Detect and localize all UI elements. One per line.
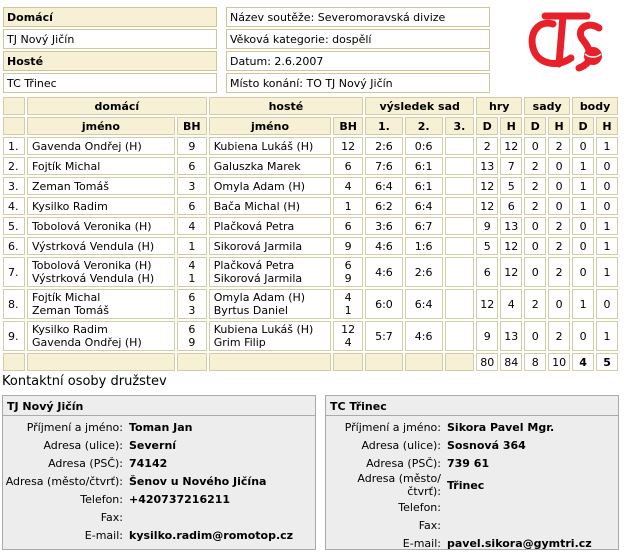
contact-value: Třinec <box>447 478 485 492</box>
guest-player <box>209 237 331 255</box>
guest-player <box>209 157 331 175</box>
col-games-d: D <box>476 117 498 135</box>
contact-label: Adresa (ulice): <box>43 438 123 452</box>
set-2-score: 6:1 <box>405 177 443 195</box>
games-h: 4 <box>500 289 522 319</box>
home-contact-row <box>3 472 313 490</box>
row-number: 2. <box>3 157 25 175</box>
row-number: 3. <box>3 177 25 195</box>
set-1-score: 3:6 <box>365 217 403 235</box>
guest-contact-row <box>326 498 616 516</box>
set-2-score: 0:6 <box>405 137 443 155</box>
home-bh <box>177 257 207 287</box>
group-sets: sady <box>524 97 570 115</box>
contact-label: Adresa (ulice): <box>361 438 441 452</box>
guest-player <box>209 137 331 155</box>
group-guests: hosté <box>209 97 363 115</box>
home-player <box>27 177 175 195</box>
guest-player-line: Sikorová Jarmila <box>213 239 303 253</box>
guest-contact-row <box>326 436 616 454</box>
result-row <box>3 177 618 195</box>
row-number: 8. <box>3 289 25 319</box>
home-player-line: Kysilko Radim <box>31 199 108 213</box>
guest-player-line: Plačková Petra <box>213 219 295 233</box>
set-3-score <box>445 237 475 255</box>
guest-player-line: Kubiena Lukáš (H) <box>213 323 314 336</box>
games-h: 7 <box>500 157 522 175</box>
group-sets-result: výsledek sad <box>365 97 474 115</box>
home-bh <box>177 137 207 155</box>
contact-label: Telefon: <box>80 492 123 506</box>
row-number: 4. <box>3 197 25 215</box>
guest-bh-line: 1 <box>344 304 352 317</box>
guest-bh-line: 4 <box>344 179 352 193</box>
games-h: 12 <box>500 257 522 287</box>
sets-d: 0 <box>524 237 546 255</box>
set-1-score: 7:6 <box>365 157 403 175</box>
contact-value[interactable]: pavel.sikora@gymtri.cz <box>447 536 592 550</box>
games-d: 12 <box>476 289 498 319</box>
group-points: body <box>572 97 618 115</box>
points-d: 0 <box>572 321 594 351</box>
contact-label: E-mail: <box>402 536 441 550</box>
guest-contact-row <box>326 418 616 436</box>
home-player <box>27 289 175 319</box>
set-1-score: 6:4 <box>365 177 403 195</box>
row-number: 6. <box>3 237 25 255</box>
set-3-score <box>445 321 475 351</box>
guest-player <box>209 177 331 195</box>
guest-bh-line: 12 <box>341 139 356 153</box>
col-set-3: 3. <box>445 117 475 135</box>
guest-bh <box>333 137 363 155</box>
points-h: 0 <box>596 177 618 195</box>
home-bh-line: 6 <box>188 323 196 336</box>
col-guest-name: jméno <box>209 117 331 135</box>
points-h: 1 <box>596 321 618 351</box>
home-bh-line: 1 <box>188 239 196 253</box>
guest-contact-row <box>326 472 616 498</box>
contact-value <box>443 516 616 534</box>
guest-bh-line: 6 <box>344 259 352 272</box>
home-bh <box>177 197 207 215</box>
set-2-score: 6:4 <box>405 197 443 215</box>
guest-player-line: Omyla Adam (H) <box>213 179 306 193</box>
contacts-title: Kontaktní osoby družstev <box>2 374 167 389</box>
sets-d: 2 <box>524 177 546 195</box>
sets-d: 2 <box>524 157 546 175</box>
home-player <box>27 197 175 215</box>
result-row <box>3 321 618 351</box>
match-date: Datum: 2.6.2007 <box>226 51 490 71</box>
points-d: 1 <box>572 157 594 175</box>
guest-bh-line: 6 <box>344 219 352 233</box>
total-sets-h: 10 <box>548 353 570 371</box>
guest-bh-line: 6 <box>344 159 352 173</box>
guest-player <box>209 257 331 287</box>
home-contact-row <box>3 526 313 544</box>
col-guest-bh: BH <box>333 117 363 135</box>
guest-player-line: Grim Filip <box>213 336 266 349</box>
home-bh-line: 4 <box>188 219 196 233</box>
points-d: 0 <box>572 257 594 287</box>
contact-label: Telefon: <box>398 500 441 514</box>
guest-bh <box>333 257 363 287</box>
home-contact-box <box>2 395 316 550</box>
contact-label: Příjmení a jméno: <box>344 420 441 434</box>
contact-value <box>443 498 616 516</box>
set-1-score: 4:6 <box>365 257 403 287</box>
home-player-line: Fojtík Michal <box>31 159 101 173</box>
points-d: 0 <box>572 217 594 235</box>
guest-player-line: Galuszka Marek <box>213 159 301 173</box>
contact-label: Fax: <box>100 510 123 524</box>
guest-bh-line: 4 <box>344 291 352 304</box>
sets-h: 0 <box>548 289 570 319</box>
home-team: TJ Nový Jičín <box>3 29 217 49</box>
home-bh <box>177 321 207 351</box>
guest-team: TC Třinec <box>3 73 217 93</box>
points-d: 1 <box>572 289 594 319</box>
guest-contact-row <box>326 516 616 534</box>
sets-h: 2 <box>548 321 570 351</box>
contact-value: Toman Jan <box>129 420 193 434</box>
contact-label: Příjmení a jméno: <box>26 420 123 434</box>
guest-contact-row <box>326 534 616 552</box>
home-contact-table <box>3 418 313 544</box>
home-player <box>27 217 175 235</box>
guest-bh <box>333 217 363 235</box>
home-bh-line: 6 <box>188 159 196 173</box>
contact-label: Adresa (PSČ): <box>48 456 123 470</box>
home-bh <box>177 289 207 319</box>
guest-bh-line: 4 <box>344 336 352 349</box>
points-h: 0 <box>596 157 618 175</box>
sets-d: 0 <box>524 217 546 235</box>
points-h: 0 <box>596 197 618 215</box>
home-player <box>27 137 175 155</box>
total-games-d: 80 <box>476 353 498 371</box>
points-h: 1 <box>596 217 618 235</box>
set-3-score <box>445 197 475 215</box>
contact-label: Fax: <box>418 518 441 532</box>
home-bh-line: 4 <box>188 259 196 272</box>
contact-value: 739 61 <box>447 456 490 470</box>
games-h: 5 <box>500 177 522 195</box>
guest-player <box>209 289 331 319</box>
col-home-name: jméno <box>27 117 175 135</box>
home-bh-line: 1 <box>188 272 196 285</box>
games-d: 12 <box>476 177 498 195</box>
set-3-score <box>445 157 475 175</box>
games-d: 6 <box>476 257 498 287</box>
totals-row <box>3 353 618 371</box>
home-player-line: Tobolová Veronika (H) <box>31 219 152 233</box>
home-contact-row <box>3 508 313 526</box>
set-3-score <box>445 137 475 155</box>
games-h: 13 <box>500 321 522 351</box>
points-h: 0 <box>596 289 618 319</box>
guest-player-line: Omyla Adam (H) <box>213 291 306 304</box>
contact-value: 74142 <box>129 456 168 470</box>
games-d: 2 <box>476 137 498 155</box>
games-d: 9 <box>476 217 498 235</box>
contact-value: Severní <box>129 438 177 452</box>
group-games: hry <box>476 97 522 115</box>
home-player <box>27 321 175 351</box>
games-d: 13 <box>476 157 498 175</box>
contact-label: Adresa (město/čtvrť): <box>357 472 441 498</box>
set-1-score: 4:6 <box>365 237 403 255</box>
contact-value: Sosnová 364 <box>447 438 526 452</box>
points-h: 1 <box>596 137 618 155</box>
home-bh-line: 9 <box>188 336 196 349</box>
home-player-line: Zeman Tomáš <box>31 304 109 317</box>
result-row <box>3 137 618 155</box>
set-3-score <box>445 217 475 235</box>
home-bh <box>177 157 207 175</box>
guest-bh <box>333 321 363 351</box>
sets-d: 2 <box>524 197 546 215</box>
sets-d: 0 <box>524 137 546 155</box>
guest-bh-line: 12 <box>341 323 356 336</box>
set-3-score <box>445 289 475 319</box>
home-bh-line: 3 <box>188 304 196 317</box>
row-number: 5. <box>3 217 25 235</box>
contact-value[interactable]: kysilko.radim@romotop.cz <box>129 528 294 542</box>
result-row <box>3 157 618 175</box>
home-contact-row <box>3 436 313 454</box>
row-number: 9. <box>3 321 25 351</box>
home-bh <box>177 237 207 255</box>
guest-player-line: Bača Michal (H) <box>213 199 301 213</box>
guest-bh <box>333 237 363 255</box>
set-3-score <box>445 177 475 195</box>
home-player-line: Gavenda Ondřej (H) <box>31 139 142 153</box>
contact-value: Sikora Pavel Mgr. <box>447 420 555 434</box>
contact-label: Adresa (PSČ): <box>366 456 441 470</box>
set-1-score: 2:6 <box>365 137 403 155</box>
cts-logo <box>523 6 609 84</box>
home-bh-line: 6 <box>188 291 196 304</box>
home-bh <box>177 177 207 195</box>
home-player-line: Fojtík Michal <box>31 291 101 304</box>
guest-bh-line: 9 <box>344 272 352 285</box>
games-h: 12 <box>500 237 522 255</box>
sets-d: 0 <box>524 257 546 287</box>
home-player-line: Tobolová Veronika (H) <box>31 259 152 272</box>
row-number: 7. <box>3 257 25 287</box>
home-contact-row <box>3 454 313 472</box>
contact-value: +420737216211 <box>129 492 231 506</box>
points-d: 1 <box>572 197 594 215</box>
home-player-line: Výstrková Vendula (H) <box>31 239 155 253</box>
points-d: 0 <box>572 137 594 155</box>
sets-h: 2 <box>548 217 570 235</box>
col-points-h: H <box>596 117 618 135</box>
guest-player <box>209 197 331 215</box>
points-d: 1 <box>572 177 594 195</box>
results-table <box>1 95 620 373</box>
guest-bh <box>333 157 363 175</box>
group-home: domácí <box>27 97 207 115</box>
games-h: 13 <box>500 217 522 235</box>
points-h: 1 <box>596 257 618 287</box>
guest-player-line: Sikorová Jarmila <box>213 272 303 285</box>
guest-bh-line: 1 <box>344 199 352 213</box>
col-set-1: 1. <box>365 117 403 135</box>
home-bh-line: 6 <box>188 199 196 213</box>
set-1-score: 5:7 <box>365 321 403 351</box>
guest-bh <box>333 289 363 319</box>
home-bh-line: 3 <box>188 179 196 193</box>
sets-h: 0 <box>548 157 570 175</box>
set-1-score: 6:2 <box>365 197 403 215</box>
home-contact-team: TJ Nový Jičín <box>3 396 315 416</box>
result-row <box>3 257 618 287</box>
set-2-score: 6:4 <box>405 289 443 319</box>
guest-player <box>209 217 331 235</box>
guest-contact-team: TC Třinec <box>326 396 618 416</box>
total-games-h: 84 <box>500 353 522 371</box>
contact-label: E-mail: <box>84 528 123 542</box>
sets-h: 2 <box>548 237 570 255</box>
home-player-line: Kysilko Radim <box>31 323 108 336</box>
col-home-bh: BH <box>177 117 207 135</box>
guest-bh <box>333 177 363 195</box>
age-category: Věková kategorie: dospělí <box>226 29 490 49</box>
guest-contact-row <box>326 454 616 472</box>
home-contact-row <box>3 418 313 436</box>
games-d: 9 <box>476 321 498 351</box>
col-points-d: D <box>572 117 594 135</box>
total-points-h: 5 <box>596 353 618 371</box>
home-player <box>27 237 175 255</box>
home-player <box>27 157 175 175</box>
home-label: Domácí <box>3 7 217 27</box>
guest-player-line: Plačková Petra <box>213 259 295 272</box>
set-2-score: 4:6 <box>405 321 443 351</box>
home-bh-line: 9 <box>188 139 196 153</box>
set-1-score: 6:0 <box>365 289 403 319</box>
set-3-score <box>445 257 475 287</box>
result-row <box>3 197 618 215</box>
home-contact-row <box>3 490 313 508</box>
home-player-line: Zeman Tomáš <box>31 179 109 193</box>
result-row <box>3 289 618 319</box>
sets-h: 2 <box>548 257 570 287</box>
col-games-h: H <box>500 117 522 135</box>
points-h: 1 <box>596 237 618 255</box>
games-d: 5 <box>476 237 498 255</box>
competition-name: Název soutěže: Severomoravská divize <box>226 7 490 27</box>
games-h: 6 <box>500 197 522 215</box>
sets-h: 0 <box>548 197 570 215</box>
points-d: 0 <box>572 237 594 255</box>
teams-table <box>1 5 219 95</box>
col-sets-h: H <box>548 117 570 135</box>
set-2-score: 6:1 <box>405 157 443 175</box>
sets-h: 2 <box>548 137 570 155</box>
home-player <box>27 257 175 287</box>
sets-d: 0 <box>524 321 546 351</box>
guest-player-line: Byrtus Daniel <box>213 304 288 317</box>
match-venue: Místo konání: TO TJ Nový Jičín <box>226 73 490 93</box>
guest-contact-box <box>325 395 619 550</box>
contact-label: Adresa (město/čtvrť): <box>5 474 123 488</box>
games-h: 12 <box>500 137 522 155</box>
col-sets-d: D <box>524 117 546 135</box>
games-d: 12 <box>476 197 498 215</box>
col-set-2: 2. <box>405 117 443 135</box>
guest-label: Hosté <box>3 51 217 71</box>
contact-value: Šenov u Nového Jičína <box>129 474 267 488</box>
guest-bh <box>333 197 363 215</box>
row-number: 1. <box>3 137 25 155</box>
sets-h: 0 <box>548 177 570 195</box>
set-2-score: 2:6 <box>405 257 443 287</box>
result-row <box>3 237 618 255</box>
home-bh <box>177 217 207 235</box>
result-row <box>3 217 618 235</box>
guest-bh-line: 9 <box>344 239 352 253</box>
sets-d: 2 <box>524 289 546 319</box>
home-player-line: Výstrková Vendula (H) <box>31 272 155 285</box>
guest-player <box>209 321 331 351</box>
set-2-score: 6:7 <box>405 217 443 235</box>
guest-player-line: Kubiena Lukáš (H) <box>213 139 314 153</box>
total-points-d: 4 <box>572 353 594 371</box>
total-sets-d: 8 <box>524 353 546 371</box>
match-info-table <box>224 5 492 95</box>
guest-contact-table <box>326 418 616 552</box>
home-player-line: Gavenda Ondřej (H) <box>31 336 142 349</box>
set-2-score: 1:6 <box>405 237 443 255</box>
contact-value <box>125 508 313 526</box>
